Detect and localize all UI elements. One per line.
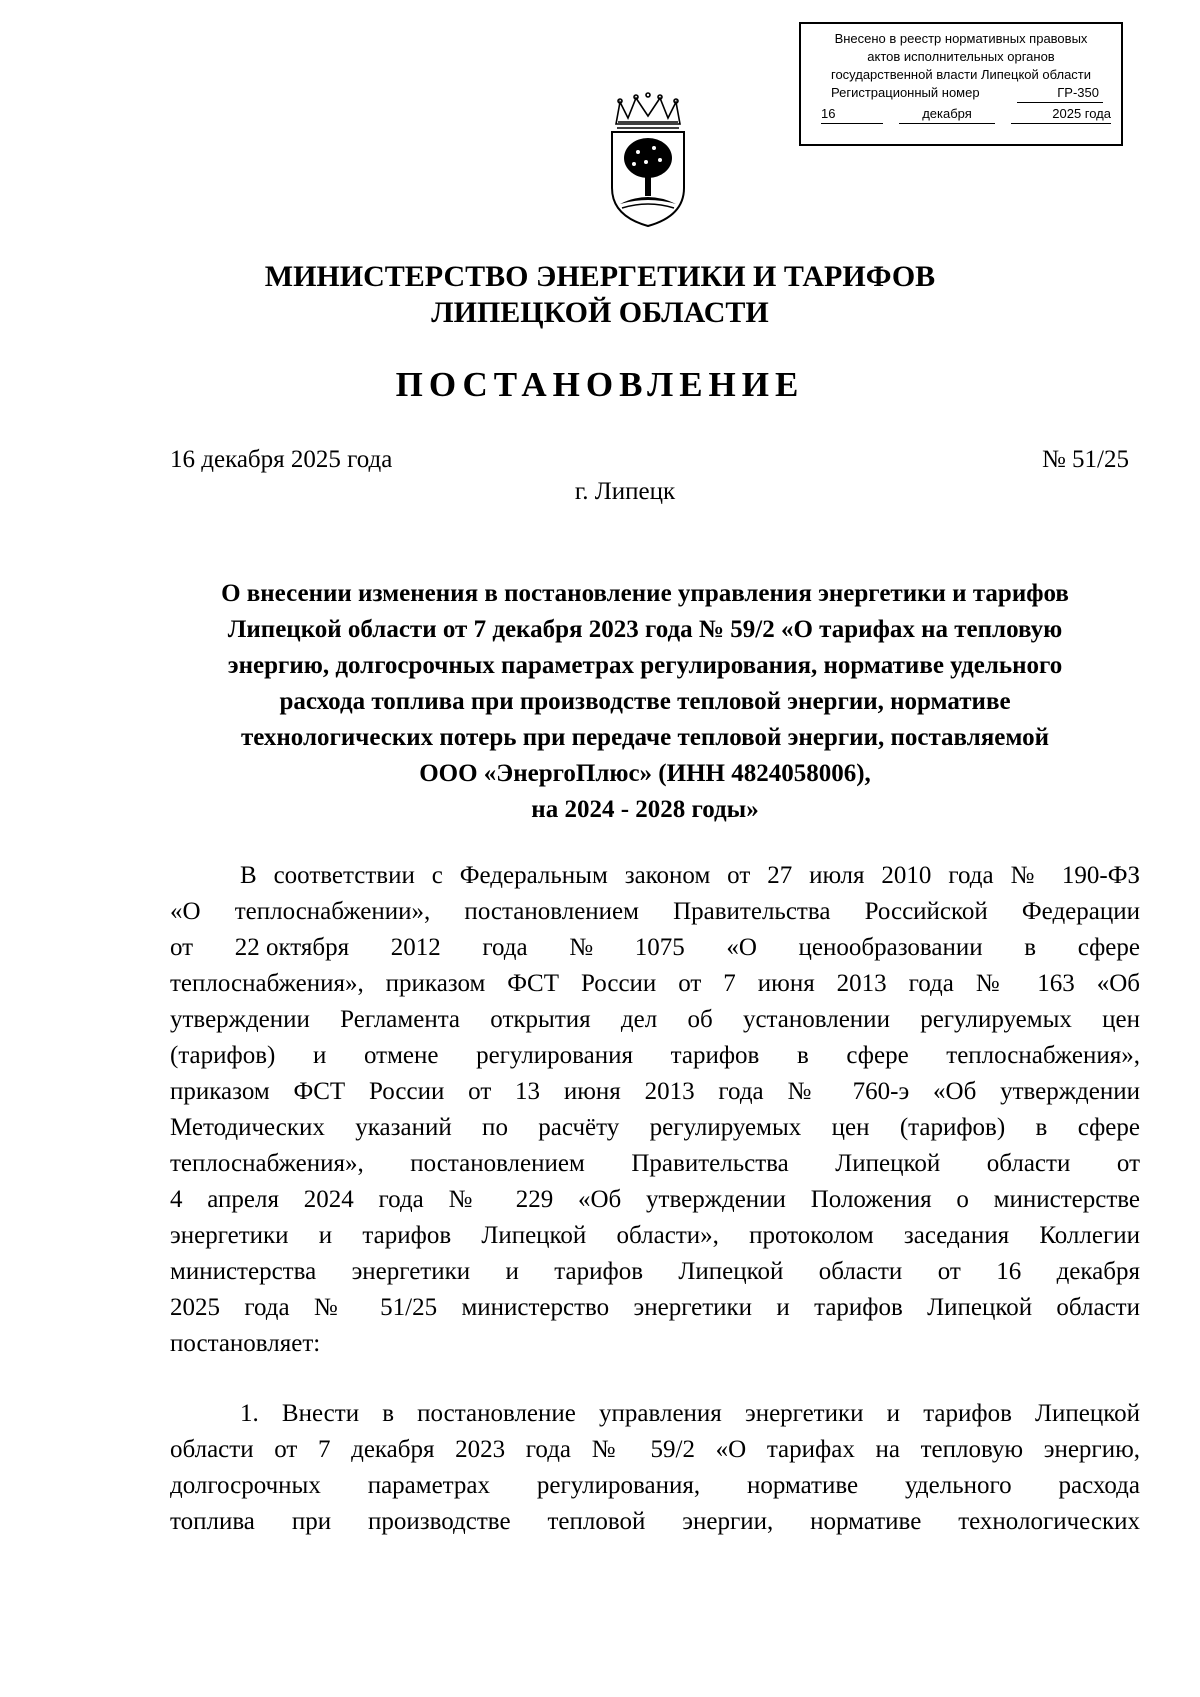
- title-line: расхода топлива при производстве тепловой энергии, нормативе: [279, 688, 1011, 715]
- paragraph-line: [170, 930, 1140, 966]
- paragraph-text: энергетики и тарифов Липецкой области», протоколом заседания Коллегии: [170, 1222, 1140, 1249]
- paragraph-word: «О: [726, 934, 757, 961]
- lipetsk-coat-of-arms-icon: [606, 92, 690, 232]
- paragraph-word: года: [482, 934, 528, 961]
- paragraph-text: 2025 года № 51/25 министерство энергетики и тарифов Липецкой области: [170, 1294, 1140, 1321]
- document-type: ПОСТАНОВЛЕНИЕ: [395, 365, 805, 404]
- paragraph-line: [170, 966, 1140, 1002]
- paragraph-text: министерства энергетики и тарифов Липецкой области от 16 декабря: [170, 1258, 1140, 1285]
- paragraph-preamble: [170, 858, 1140, 1362]
- paragraph-text: приказом ФСТ России от 13 июня 2013 года № 760-э «Об утверждении: [170, 1078, 1140, 1105]
- paragraph-item-1: [170, 1396, 1140, 1540]
- stamp-registration-row: [801, 84, 1121, 103]
- stamp-line: актов исполнительных органов: [867, 49, 1055, 64]
- paragraph-line: [170, 1396, 1140, 1432]
- title-line: О внесении изменения в постановление управления энергетики и тарифов: [221, 580, 1069, 607]
- registration-stamp: [799, 22, 1123, 146]
- paragraph-line: [170, 1110, 1140, 1146]
- paragraph-line: [170, 1038, 1140, 1074]
- paragraph-text: постановляет:: [170, 1330, 321, 1357]
- title-line: энергию, долгосрочных параметрах регулирования, нормативе удельного: [227, 652, 1063, 679]
- paragraph-word: от: [170, 934, 194, 961]
- stamp-date-year: 2025 года: [1011, 105, 1111, 124]
- paragraph-text: (тарифов) и отмене регулирования тарифов в сфере теплоснабжения»,: [170, 1042, 1140, 1069]
- paragraph-line: [170, 1218, 1140, 1254]
- paragraph-text: утверждении Регламента открытия дел об установлении регулируемых цен: [170, 1006, 1140, 1033]
- paragraph-line: [170, 1002, 1140, 1038]
- ministry-title-line1: МИНИСТЕРСТВО ЭНЕРГЕТИКИ И ТАРИФОВ: [264, 260, 936, 293]
- document-city: г. Липецк: [574, 478, 676, 505]
- stamp-reg-label: Регистрационный номер: [831, 85, 980, 100]
- paragraph-text: «О теплоснабжении», постановлением Правительства Российской Федерации: [170, 898, 1140, 925]
- paragraph-text: Методических указаний по расчёту регулируемых цен (тарифов) в сфере: [170, 1114, 1140, 1141]
- stamp-date-month: декабря: [899, 105, 995, 124]
- paragraph-line: [170, 1290, 1140, 1326]
- paragraph-text: области от 7 декабря 2023 года № 59/2 «О тарифах на тепловую энергию,: [170, 1436, 1140, 1463]
- paragraph-line: [170, 1432, 1140, 1468]
- paragraph-word: сфере: [1077, 934, 1140, 961]
- ministry-title-line2: ЛИПЕЦКОЙ ОБЛАСТИ: [431, 296, 769, 329]
- paragraph-word: 1075: [634, 934, 685, 961]
- paragraph-line: [170, 1182, 1140, 1218]
- paragraph-line: [170, 1326, 1140, 1362]
- paragraph-line: [170, 1504, 1140, 1540]
- paragraph-line: [170, 894, 1140, 930]
- stamp-date-row: [801, 105, 1121, 124]
- stamp-line: Внесено в реестр нормативных правовых: [834, 31, 1088, 46]
- paragraph-text: 4 апреля 2024 года № 229 «Об утверждении Положения о министерстве: [170, 1186, 1140, 1213]
- title-line: технологических потерь при передаче тепловой энергии, поставляемой: [241, 724, 1049, 751]
- paragraph-word: 2012: [390, 934, 441, 961]
- paragraph-word: ценообразовании: [798, 934, 983, 961]
- paragraph-word: 22 октября: [234, 934, 350, 961]
- paragraph-line: [170, 1074, 1140, 1110]
- paragraph-text: теплоснабжения», постановлением Правительства Липецкой области от: [170, 1150, 1140, 1177]
- document-title: [150, 576, 1140, 828]
- title-line: на 2024 - 2028 годы»: [531, 796, 759, 823]
- paragraph-text: В соответствии с Федеральным законом от 27 июля 2010 года № 190-ФЗ: [240, 862, 1140, 889]
- paragraph-line: [170, 1146, 1140, 1182]
- paragraph-line: [170, 858, 1140, 894]
- stamp-reg-number: ГР-350: [1017, 84, 1103, 103]
- paragraph-line: [170, 1468, 1140, 1504]
- title-line: ООО «ЭнергоПлюс» (ИНН 4824058006),: [419, 760, 871, 787]
- paragraph-text: долгосрочных параметрах регулирования, нормативе удельного расхода: [170, 1472, 1140, 1499]
- paragraph-line: [170, 1254, 1140, 1290]
- paragraph-word: №: [569, 934, 594, 961]
- paragraph-word: в: [1024, 934, 1037, 961]
- paragraph-text: топлива при производстве тепловой энергии, нормативе технологических: [170, 1508, 1140, 1535]
- paragraph-text: теплоснабжения», приказом ФСТ России от 7 июня 2013 года № 163 «Об: [170, 970, 1140, 997]
- paragraph-text: 1. Внести в постановление управления энергетики и тарифов Липецкой: [240, 1400, 1140, 1427]
- document-date: 16 декабря 2025 года: [170, 446, 393, 473]
- stamp-date-day: 16: [821, 105, 883, 124]
- document-number: № 51/25: [1041, 446, 1129, 473]
- stamp-line: государственной власти Липецкой области: [830, 67, 1092, 82]
- title-line: Липецкой области от 7 декабря 2023 года № 59/2 «О тарифах на тепловую: [227, 616, 1063, 643]
